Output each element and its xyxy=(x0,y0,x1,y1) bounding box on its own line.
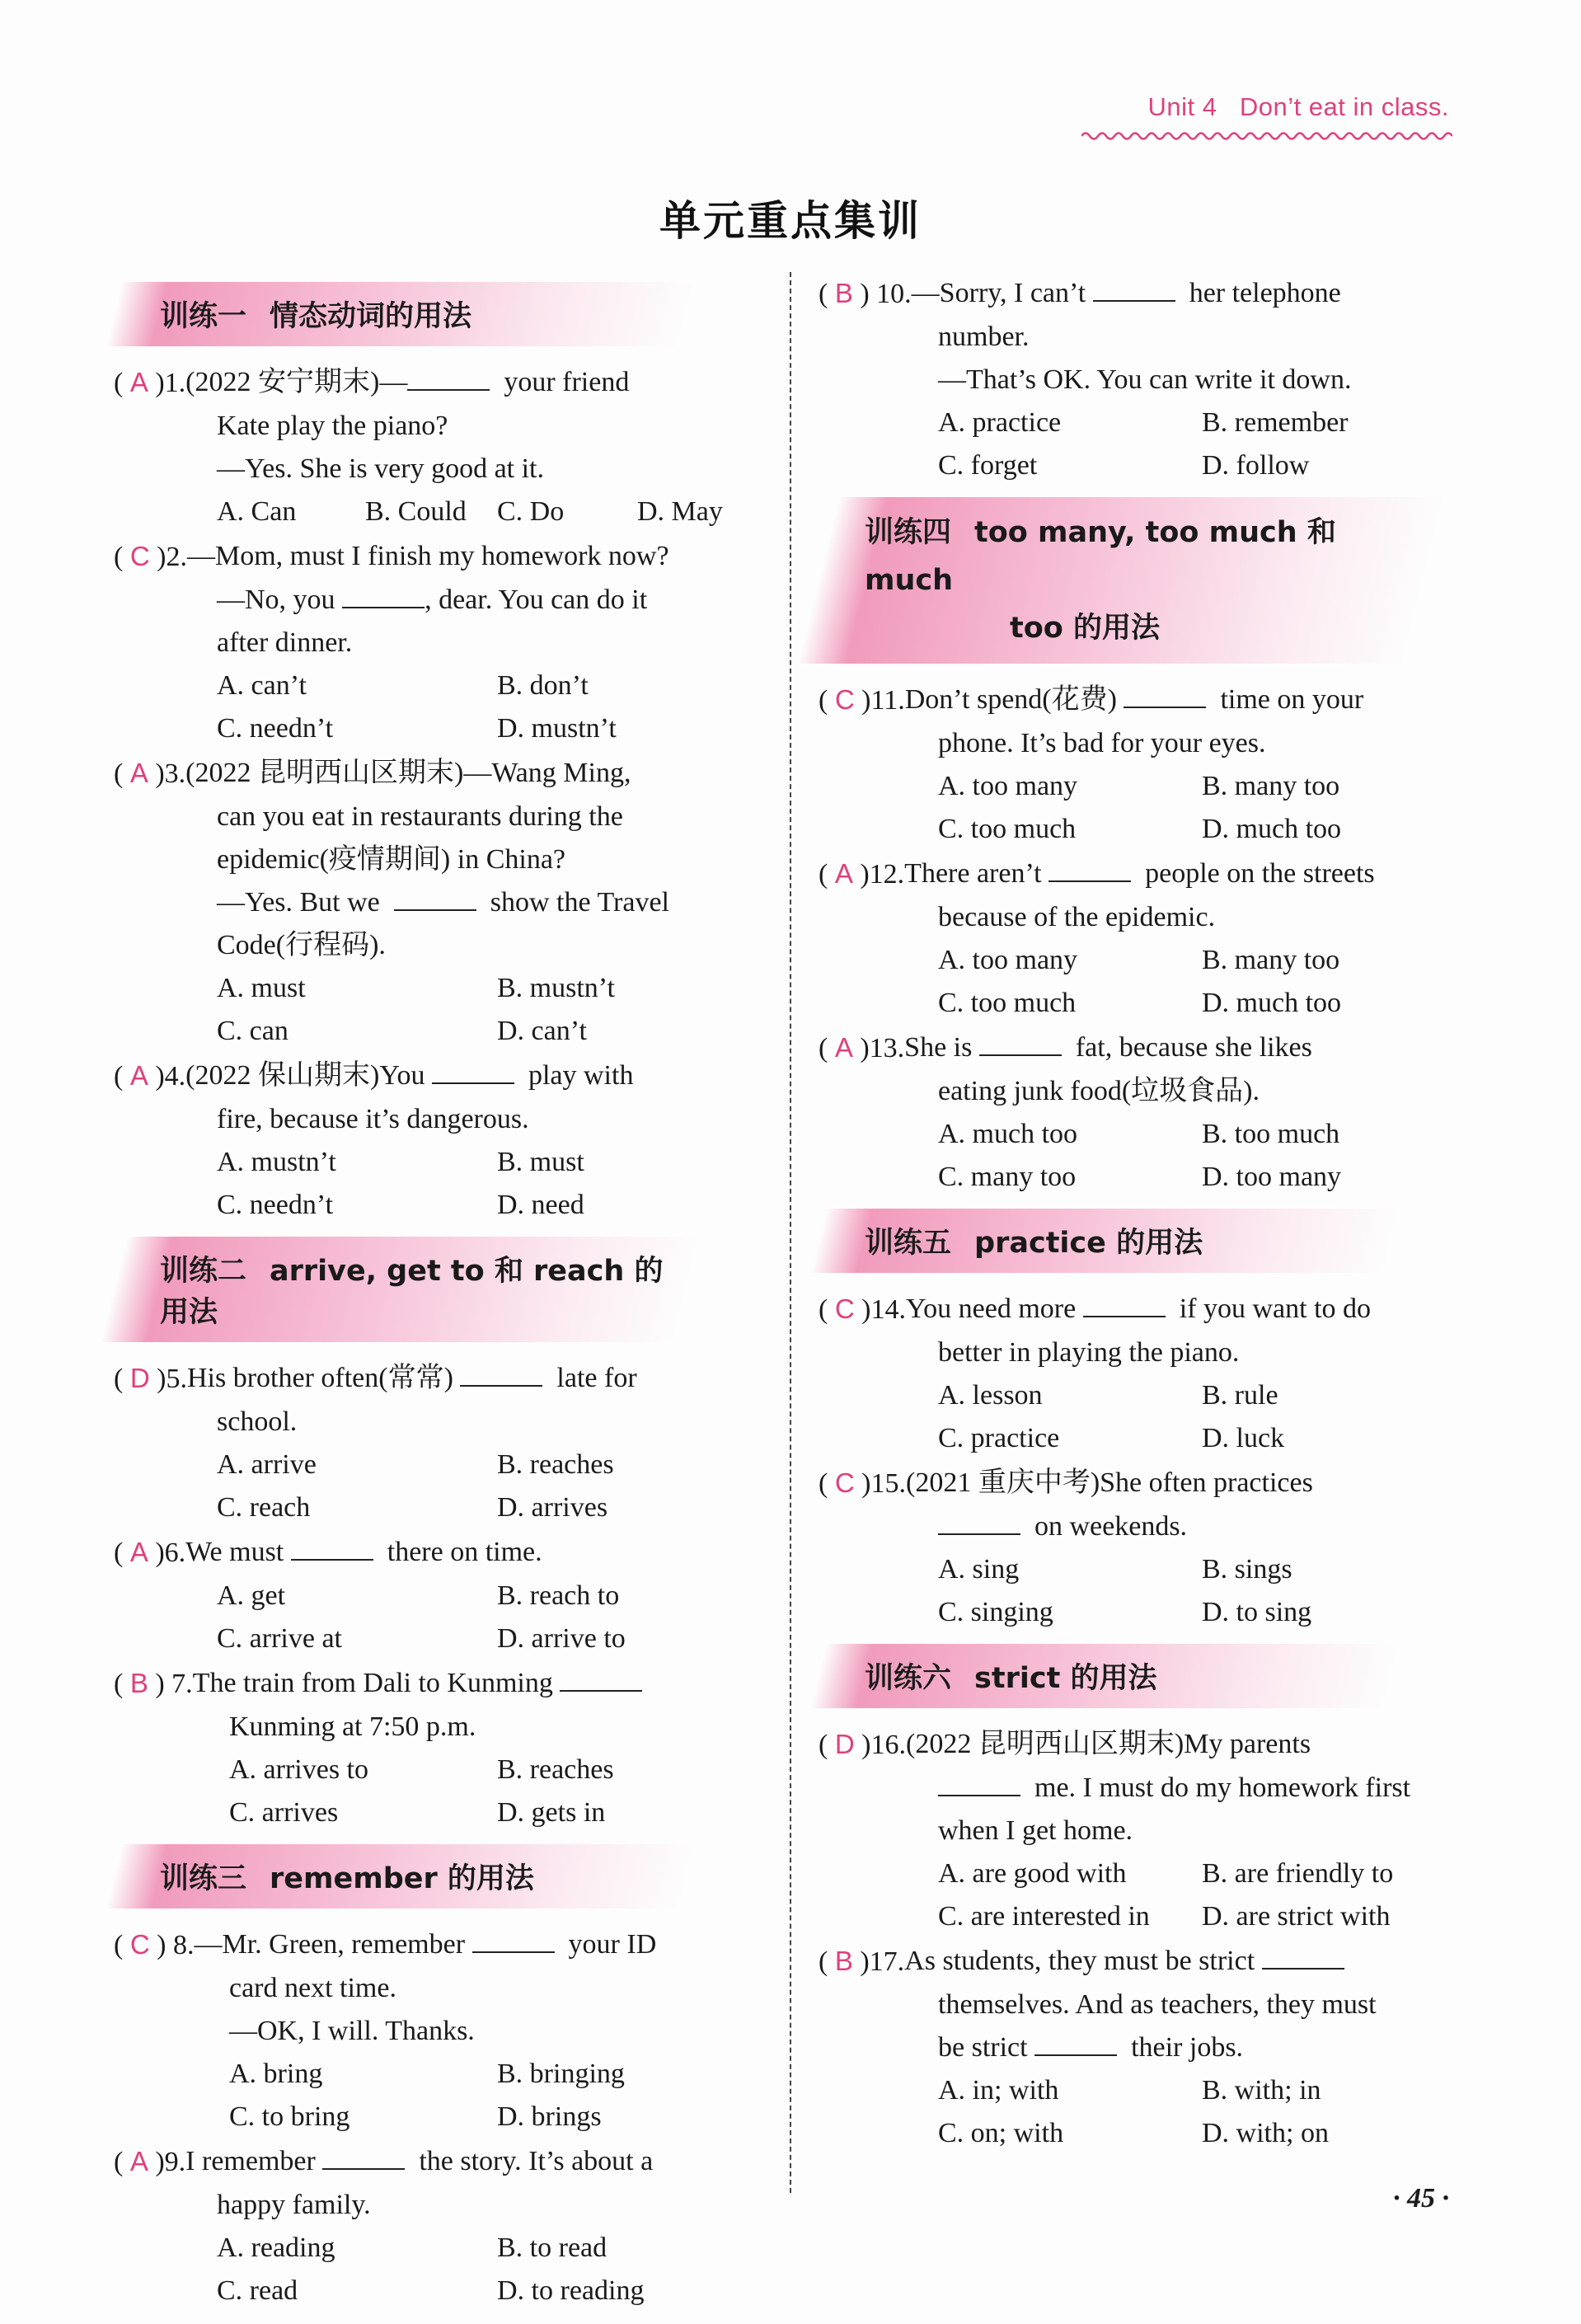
option: C. on; with xyxy=(938,2118,1064,2148)
section-label: 训练三 xyxy=(160,1862,247,1895)
option: B. many too xyxy=(1202,945,1340,975)
options xyxy=(819,1548,1470,1634)
options xyxy=(819,401,1470,487)
header-wavy-underline xyxy=(1081,130,1452,142)
options xyxy=(114,1141,765,1227)
stem-text: people on the streets xyxy=(1145,858,1375,889)
question-number: 9. xyxy=(164,2147,186,2177)
question-number: 7. xyxy=(171,1669,193,1699)
question-2 xyxy=(114,535,765,750)
answer-blank xyxy=(1034,2030,1117,2056)
question-text: card next time. xyxy=(229,1973,396,2003)
option: A. reading xyxy=(217,2232,335,2263)
answer-bracket: ( A )12. xyxy=(819,858,905,890)
question-text: after dinner. xyxy=(217,627,353,658)
question-number: 10. xyxy=(876,279,912,309)
answer-letter: B xyxy=(834,278,853,308)
answer-blank xyxy=(432,1058,514,1084)
answer-letter: A xyxy=(834,1032,853,1063)
stem-text: show the Travel xyxy=(490,887,669,918)
question-1 xyxy=(114,361,765,533)
answer-letter: A xyxy=(129,758,148,788)
option: A. practice xyxy=(938,407,1062,438)
stem-text: your ID xyxy=(568,1929,657,1960)
option: B. are friendly to xyxy=(1202,1858,1394,1889)
question-12 xyxy=(819,852,1470,1025)
section-title: remember 的用法 xyxy=(270,1862,534,1895)
section-title: strict 的用法 xyxy=(974,1662,1157,1695)
option: D. much too xyxy=(1202,814,1342,844)
answer-bracket: ( A )4. xyxy=(114,1060,186,1092)
answer-blank xyxy=(342,582,425,608)
running-header xyxy=(1148,92,1450,122)
stem-text: fat, because she likes xyxy=(1075,1032,1312,1063)
answer-bracket: ( D )16. xyxy=(819,1729,906,1760)
answer-letter: A xyxy=(129,1060,148,1091)
question-stem: (2022 昆明西山区期末)—Wang Ming, xyxy=(185,758,631,788)
question-stem xyxy=(185,2140,765,2184)
answer-blank xyxy=(394,885,476,911)
answer-bracket: ( A )13. xyxy=(819,1032,905,1063)
left-column xyxy=(114,272,765,2314)
option: C. arrive at xyxy=(217,1623,342,1654)
answer-letter: B xyxy=(129,1668,148,1698)
option: A. too many xyxy=(938,771,1078,801)
answer-blank xyxy=(1124,682,1206,708)
option: D. to reading xyxy=(497,2275,645,2306)
question-number: 5. xyxy=(166,1364,187,1394)
answer-letter: C xyxy=(834,1467,855,1498)
option: B. with; in xyxy=(1202,2075,1321,2106)
option: A. arrive xyxy=(217,1449,317,1480)
options xyxy=(114,2227,765,2312)
answer-letter: C xyxy=(834,684,855,715)
answer-blank xyxy=(460,1360,542,1387)
stem-text: be strict xyxy=(938,2032,1028,2063)
stem-text: We must xyxy=(185,1537,284,1567)
option: B. don’t xyxy=(497,670,589,701)
question-text: can you eat in restaurants during the xyxy=(217,801,623,832)
answer-blank xyxy=(322,2143,405,2170)
question-number: 1. xyxy=(164,368,186,398)
page-title: 单元重点集训 xyxy=(659,197,922,245)
option: A. in; with xyxy=(938,2075,1059,2106)
option: A. arrives to xyxy=(229,1754,369,1785)
option: A. too many xyxy=(938,945,1078,975)
answer-bracket: ( C )2. xyxy=(114,541,187,572)
question-stem: (2021 重庆中考)She often practices xyxy=(906,1467,1313,1498)
question-text: Kunming at 7:50 p.m. xyxy=(229,1711,476,1742)
option: C. can xyxy=(217,1016,289,1046)
option: C. many too xyxy=(938,1162,1077,1192)
answer-bracket: ( A )9. xyxy=(114,2146,186,2177)
question-6 xyxy=(114,1531,765,1660)
option: B. mustn’t xyxy=(497,973,615,1003)
question-stem xyxy=(912,272,1470,316)
answer-bracket: ( B ) 10. xyxy=(819,278,912,309)
stem-text: there on time. xyxy=(387,1537,542,1567)
question-3 xyxy=(114,752,765,1053)
option: B. rule xyxy=(1202,1380,1278,1411)
answer-letter: D xyxy=(129,1363,150,1393)
answer-bracket: ( A )1. xyxy=(114,367,186,398)
option: C. arrives xyxy=(229,1797,339,1828)
answer-letter: C xyxy=(129,541,150,571)
option: D. need xyxy=(497,1190,584,1220)
question-number: 13. xyxy=(869,1033,905,1063)
stem-text: on weekends. xyxy=(1034,1511,1188,1542)
stem-text: As students, they must be strict xyxy=(904,1946,1255,1976)
question-number: 4. xyxy=(164,1061,186,1092)
stem-text: me. I must do my homework first xyxy=(1034,1772,1411,1803)
option: D. with; on xyxy=(1202,2118,1329,2148)
option: D. follow xyxy=(1202,450,1310,481)
question-17 xyxy=(819,1940,1470,2155)
options xyxy=(114,967,765,1053)
question-number: 8. xyxy=(173,1930,195,1960)
option: B. reaches xyxy=(497,1754,614,1785)
option: B. remember xyxy=(1202,407,1349,438)
question-text xyxy=(114,579,765,622)
option: C. Do xyxy=(497,496,565,527)
option: B. must xyxy=(497,1147,584,1177)
answer-blank xyxy=(472,1927,555,1953)
option: C. needn’t xyxy=(217,1190,334,1220)
section-heading-6 xyxy=(810,1644,1400,1708)
question-text: because of the epidemic. xyxy=(938,902,1216,932)
stem-text: their jobs. xyxy=(1131,2032,1244,2063)
stem-text: She is xyxy=(904,1032,973,1063)
section-title: practice 的用法 xyxy=(974,1227,1203,1260)
stem-text: —Yes. But we xyxy=(217,887,380,918)
question-number: 14. xyxy=(870,1294,906,1325)
column-divider xyxy=(790,272,791,2193)
stem-text: play with xyxy=(528,1060,634,1091)
option: B. reach to xyxy=(497,1580,620,1611)
answer-blank xyxy=(938,1770,1020,1796)
question-text: —OK, I will. Thanks. xyxy=(229,2016,475,2046)
answer-letter: D xyxy=(834,1729,855,1759)
option: A. can’t xyxy=(217,670,307,701)
question-number: 16. xyxy=(870,1730,906,1760)
option: C. reach xyxy=(217,1492,311,1523)
question-text: eating junk food(垃圾食品). xyxy=(938,1076,1260,1106)
option: B. bringing xyxy=(497,2059,625,2089)
answer-bracket: ( D )5. xyxy=(114,1363,187,1394)
stem-text: her telephone xyxy=(1189,278,1341,308)
question-text xyxy=(114,881,765,924)
option: A. lesson xyxy=(938,1380,1043,1411)
stem-text: I remember xyxy=(185,2146,316,2176)
option: C. to bring xyxy=(229,2101,350,2132)
answer-letter: B xyxy=(834,1946,853,1976)
question-text: —Yes. She is very good at it. xyxy=(217,453,544,484)
question-5 xyxy=(114,1357,765,1529)
option: C. are interested in xyxy=(938,1901,1150,1932)
answer-blank xyxy=(1262,1943,1344,1970)
option: D. brings xyxy=(497,2101,602,2132)
question-stem xyxy=(193,1662,765,1706)
question-stem xyxy=(195,1923,766,1967)
option: D. mustn’t xyxy=(497,713,617,744)
question-text: when I get home. xyxy=(938,1815,1133,1846)
question-16 xyxy=(819,1723,1470,1938)
option: A. get xyxy=(217,1580,286,1611)
right-column xyxy=(819,272,1470,2157)
option: A. mustn’t xyxy=(217,1147,336,1177)
question-9 xyxy=(114,2140,765,2312)
answer-bracket: ( A )6. xyxy=(114,1537,186,1568)
question-number: 6. xyxy=(164,1538,186,1568)
option: B. too much xyxy=(1202,1119,1340,1149)
question-7 xyxy=(114,1662,765,1834)
option: D. arrives xyxy=(497,1492,608,1523)
question-text: themselves. And as teachers, they must xyxy=(938,1989,1377,2020)
options xyxy=(114,2053,765,2139)
stem-text: Don’t spend(花费) xyxy=(904,684,1117,715)
option: B. sings xyxy=(1202,1554,1292,1585)
section-label: 训练六 xyxy=(865,1662,952,1695)
question-stem: (2022 昆明西山区期末)My parents xyxy=(906,1729,1311,1759)
answer-blank xyxy=(560,1665,642,1692)
question-13 xyxy=(819,1026,1470,1199)
stem-text: (2022 保山期末)You xyxy=(185,1060,425,1091)
question-stem xyxy=(187,1357,765,1401)
answer-blank xyxy=(938,1509,1020,1535)
option: C. read xyxy=(217,2275,298,2306)
answer-blank xyxy=(291,1534,373,1561)
question-text: Code(行程码). xyxy=(217,930,386,960)
option: A. much too xyxy=(938,1119,1078,1149)
question-10 xyxy=(819,272,1470,487)
question-text: school. xyxy=(217,1406,298,1437)
question-text xyxy=(819,1505,1470,1548)
option: D. are strict with xyxy=(1202,1901,1391,1932)
section-heading-2 xyxy=(101,1237,701,1342)
question-stem xyxy=(185,1054,765,1098)
options xyxy=(819,939,1470,1025)
answer-bracket: ( C )11. xyxy=(819,684,905,716)
question-number: 3. xyxy=(164,758,186,789)
options xyxy=(819,1852,1470,1938)
question-text: happy family. xyxy=(217,2190,371,2220)
section-label: 训练四 xyxy=(865,516,952,549)
answer-letter: A xyxy=(129,2146,148,2176)
section-label: 训练二 xyxy=(160,1255,247,1288)
header-title: Don’t eat in class. xyxy=(1239,92,1449,121)
option: C. forget xyxy=(938,450,1038,481)
answer-letter: A xyxy=(834,858,853,889)
answer-letter: A xyxy=(129,367,148,397)
question-stem: —Mom, must I finish my homework now? xyxy=(187,541,669,571)
option: D. can’t xyxy=(497,1016,587,1046)
stem-text: the story. It’s about a xyxy=(419,2146,654,2176)
option: C. too much xyxy=(938,814,1077,844)
section-heading-1 xyxy=(106,282,695,346)
question-text: epidemic(疫情期间) in China? xyxy=(217,844,566,875)
options xyxy=(114,1575,765,1660)
option: C. practice xyxy=(938,1423,1060,1453)
stem-text: His brother often(常常) xyxy=(187,1363,453,1393)
header-unit: Unit 4 xyxy=(1147,92,1217,121)
question-4 xyxy=(114,1054,765,1227)
option: B. reaches xyxy=(497,1449,614,1480)
answer-blank xyxy=(1083,1291,1166,1317)
stem-text: (2022 安宁期末)— xyxy=(185,367,408,397)
section-label: 训练五 xyxy=(865,1227,952,1260)
option: A. sing xyxy=(938,1554,1020,1585)
answer-blank xyxy=(1093,275,1175,302)
answer-bracket: ( B )17. xyxy=(819,1946,905,1977)
question-text: better in playing the piano. xyxy=(938,1337,1240,1368)
option: C. singing xyxy=(938,1597,1053,1627)
answer-letter: C xyxy=(129,1929,150,1960)
options xyxy=(114,664,765,750)
option: D. gets in xyxy=(497,1797,606,1828)
section-label: 训练一 xyxy=(160,300,247,333)
question-stem xyxy=(905,678,1470,722)
question-15 xyxy=(819,1462,1470,1634)
question-11 xyxy=(819,678,1470,851)
stem-text: late for xyxy=(556,1363,637,1393)
section-heading-5 xyxy=(810,1209,1400,1273)
answer-bracket: ( C ) 8. xyxy=(114,1929,195,1960)
section-title: arrive, get to 和 reach 的用法 xyxy=(160,1255,664,1329)
answer-letter: A xyxy=(129,1537,148,1567)
answer-blank xyxy=(407,364,490,391)
section-title: 情态动词的用法 xyxy=(270,300,472,333)
question-number: 17. xyxy=(869,1946,905,1977)
option: C. needn’t xyxy=(217,713,334,744)
question-stem xyxy=(185,361,765,405)
option: A. must xyxy=(217,973,306,1003)
question-stem xyxy=(904,852,1470,896)
option: D. arrive to xyxy=(497,1623,626,1654)
option: D. May xyxy=(637,496,723,527)
page-number: · 45 · xyxy=(1393,2183,1449,2214)
question-8 xyxy=(114,1923,765,2139)
option: D. much too xyxy=(1202,988,1342,1018)
options xyxy=(819,1374,1470,1460)
section-heading-3 xyxy=(106,1844,695,1908)
options xyxy=(819,2069,1470,2155)
question-text: fire, because it’s dangerous. xyxy=(217,1104,529,1134)
option: B. Could xyxy=(365,496,467,527)
options xyxy=(114,491,765,533)
section-heading-4 xyxy=(798,497,1446,664)
answer-blank xyxy=(1049,856,1131,882)
question-number: 15. xyxy=(870,1468,906,1499)
stem-text: There aren’t xyxy=(904,858,1042,889)
option: D. luck xyxy=(1202,1423,1285,1453)
question-text xyxy=(819,2026,1470,2069)
answer-bracket: ( B ) 7. xyxy=(114,1668,193,1699)
answer-bracket: ( C )14. xyxy=(819,1293,906,1325)
stem-text: The train from Dali to Kunming xyxy=(192,1668,553,1698)
stem-text: your friend xyxy=(504,367,630,397)
section-title: too many, too much 和 much xyxy=(865,516,1336,597)
stem-text: —No, you xyxy=(217,585,335,615)
question-stem xyxy=(904,1940,1470,1984)
option: A. bring xyxy=(229,2059,323,2089)
question-number: 2. xyxy=(166,542,187,572)
section-title-line-2: too 的用法 xyxy=(1010,612,1161,645)
question-stem xyxy=(906,1288,1470,1331)
stem-text: —Sorry, I can’t xyxy=(911,278,1086,308)
options xyxy=(114,1444,765,1529)
question-text: number. xyxy=(938,322,1030,352)
question-number: 12. xyxy=(869,859,905,890)
stem-text: if you want to do xyxy=(1179,1293,1372,1324)
question-stem xyxy=(185,1531,765,1575)
answer-bracket: ( A )3. xyxy=(114,758,186,789)
option: B. to read xyxy=(497,2232,608,2263)
question-text: phone. It’s bad for your eyes. xyxy=(938,728,1266,758)
stem-text: You need more xyxy=(906,1293,1077,1324)
option: A. Can xyxy=(217,496,297,527)
option: D. too many xyxy=(1202,1162,1342,1192)
options xyxy=(114,1749,765,1834)
question-stem xyxy=(904,1026,1470,1070)
option: D. to sing xyxy=(1202,1597,1312,1627)
option: B. many too xyxy=(1202,771,1340,801)
answer-bracket: ( C )15. xyxy=(819,1467,906,1499)
question-14 xyxy=(819,1288,1470,1460)
answer-letter: C xyxy=(834,1293,855,1324)
option: C. too much xyxy=(938,988,1077,1018)
answer-blank xyxy=(979,1030,1062,1056)
question-text: —That’s OK. You can write it down. xyxy=(938,364,1352,395)
options xyxy=(819,1113,1470,1199)
stem-text: , dear. You can do it xyxy=(425,585,648,615)
option: A. are good with xyxy=(938,1858,1127,1889)
stem-text: —Mr. Green, remember xyxy=(194,1929,466,1960)
question-text: Kate play the piano? xyxy=(217,411,448,441)
question-number: 11. xyxy=(870,685,905,716)
stem-text: time on your xyxy=(1220,684,1364,715)
options xyxy=(819,765,1470,851)
question-text xyxy=(819,1767,1470,1810)
